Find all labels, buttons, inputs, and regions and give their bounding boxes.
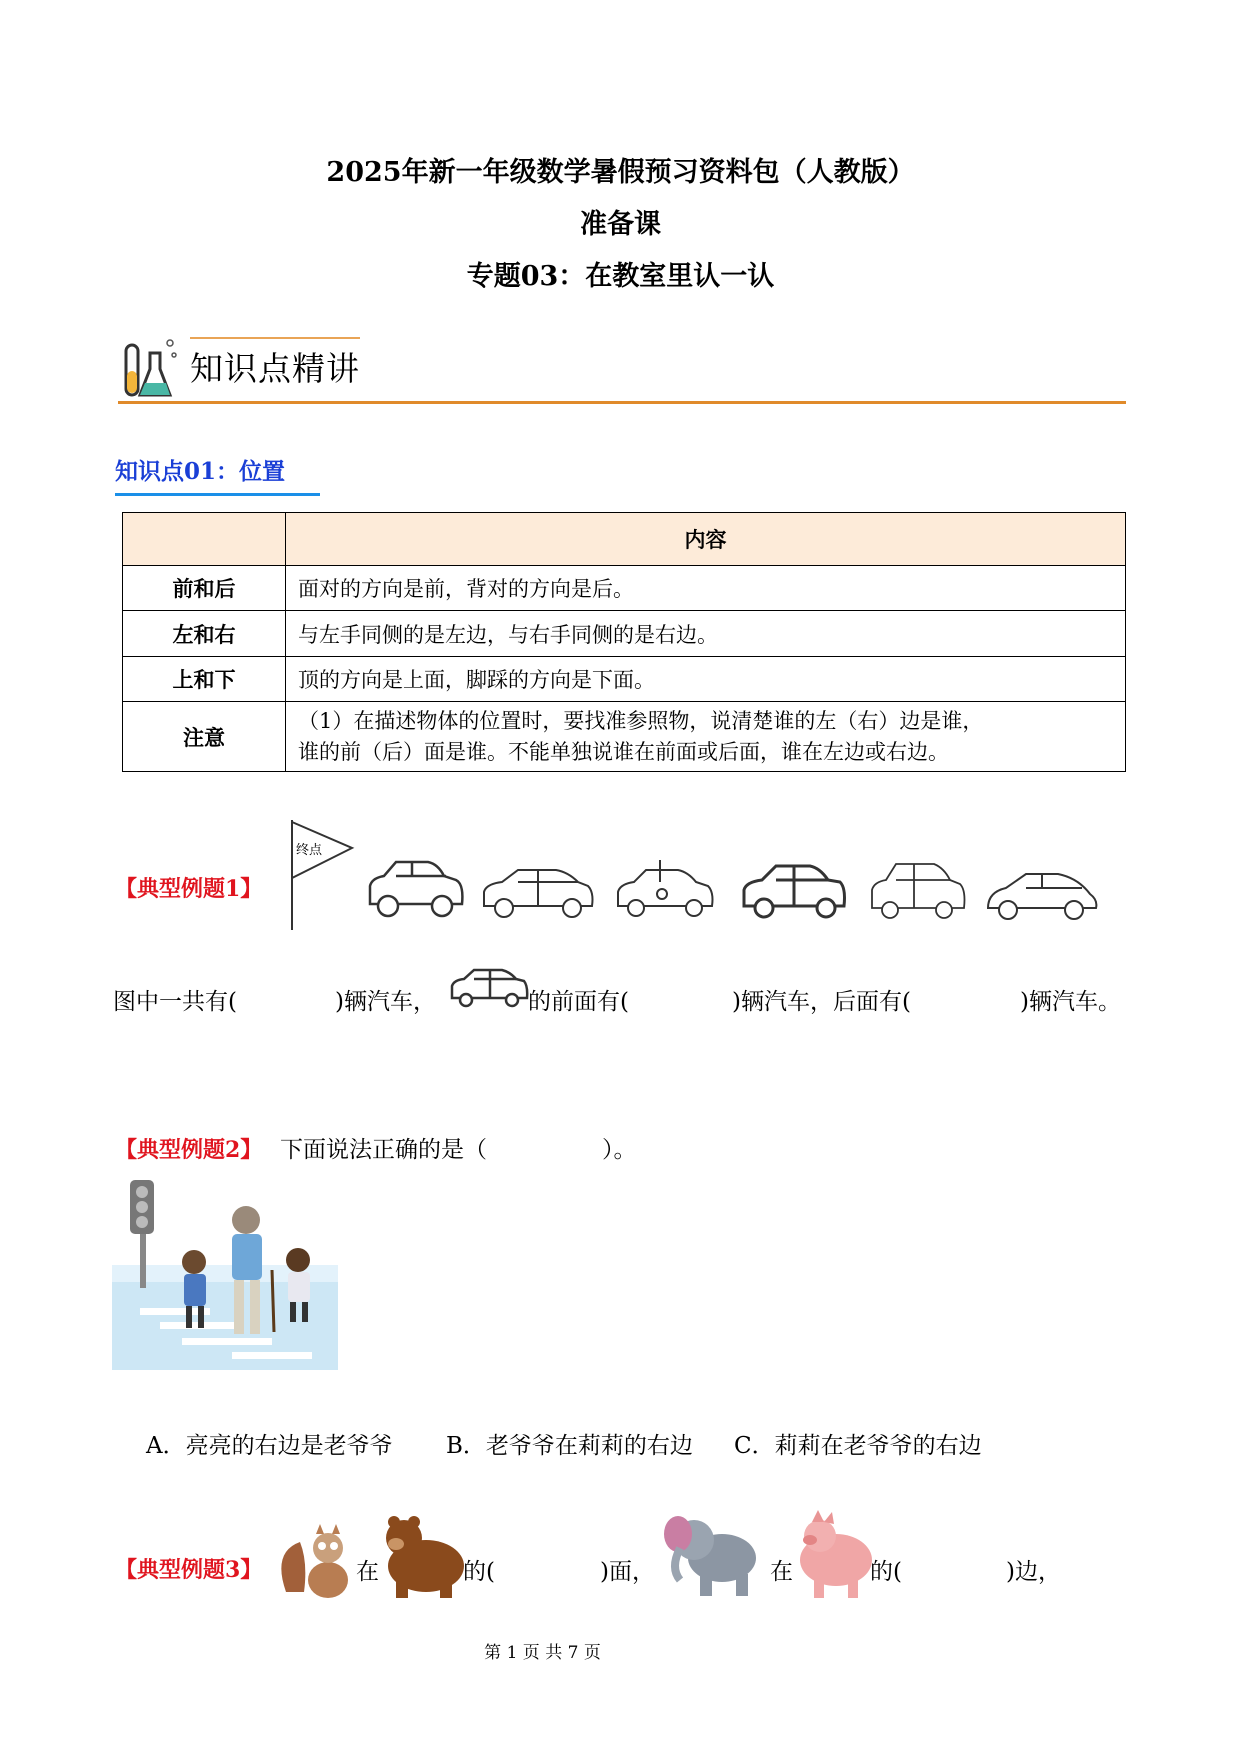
ex3-text-2: 的( <box>463 1559 495 1585</box>
ex1-q-part2: )辆汽车， <box>335 989 436 1015</box>
ex3-text-4: 在 <box>770 1559 793 1585</box>
car-icon <box>484 870 593 917</box>
police-car-icon <box>618 860 713 916</box>
table-header-cell: 内容 <box>286 513 1126 566</box>
cars-illustration <box>286 818 1106 933</box>
example2-label: 【典型例题2】 <box>115 1137 263 1163</box>
table-row <box>123 566 1126 611</box>
table-key-cell: 注意 <box>123 702 286 772</box>
table-key-cell: 上和下 <box>123 657 286 702</box>
bear-icon <box>376 1510 466 1602</box>
table-row <box>123 611 1126 657</box>
page-footer: 第 1 页 共 7 页 <box>484 1643 601 1663</box>
ex1-q-part5: )辆汽车。 <box>1020 989 1121 1015</box>
car-icon <box>370 862 462 916</box>
topic-title: 专题03：在教室里认一认 <box>466 261 775 292</box>
table-key-cell: 前和后 <box>123 566 286 611</box>
ex3-text-6: )边， <box>1006 1559 1061 1585</box>
elephant-icon <box>660 1508 765 1602</box>
table-row <box>123 702 1126 772</box>
knowledge-point-title: 知识点01：位置 <box>115 458 286 485</box>
option-a: A．亮亮的右边是老爷爷 <box>146 1433 393 1459</box>
car-icon <box>988 874 1096 919</box>
table-value-cell: 与左手同侧的是左边，与右手同侧的是右边。 <box>286 611 1126 657</box>
document-title: 2025年新一年级数学暑假预习资料包（人教版） <box>326 157 915 188</box>
car-icon <box>450 968 530 1012</box>
table-value-cell: 顶的方向是上面，脚踩的方向是下面。 <box>286 657 1126 702</box>
note-line-2: 谁的前（后）面是谁。不能单独说谁在前面或后面，谁在左边或右边。 <box>298 739 949 764</box>
table-header-cell <box>123 513 286 566</box>
section-banner <box>118 335 1126 413</box>
pig-icon <box>790 1506 880 1602</box>
example3-label: 【典型例题3】 <box>115 1557 263 1583</box>
flag-text: 终点 <box>296 843 323 858</box>
note-line-1: （1）在描述物体的位置时，要找准参照物，说清楚谁的左（右）边是谁， <box>298 708 984 733</box>
section-heading: 知识点精讲 <box>190 349 360 388</box>
car-icon <box>744 866 845 917</box>
section-top-rule <box>190 337 360 339</box>
document-subtitle: 准备课 <box>580 209 661 240</box>
squirrel-icon <box>278 1522 358 1604</box>
knowledge-point-underline <box>115 493 320 496</box>
section-rule <box>118 401 1126 404</box>
example1-label: 【典型例题1】 <box>115 876 263 902</box>
ex1-q-part3: 的前面有( <box>528 989 629 1015</box>
table-row <box>123 657 1126 702</box>
table-header-row <box>123 513 1126 566</box>
example2-question: 下面说法正确的是（ ）。 <box>280 1137 637 1163</box>
finish-flag-icon <box>292 820 352 930</box>
ex1-q-part1: 图中一共有( <box>113 989 237 1015</box>
ex3-text-3: )面， <box>600 1559 655 1585</box>
table-value-cell <box>286 702 1126 772</box>
lab-flask-icon <box>118 335 178 403</box>
knowledge-table <box>122 512 1126 772</box>
ex3-text-1: 在 <box>356 1559 379 1585</box>
crosswalk-illustration <box>112 1170 338 1370</box>
table-key-cell: 左和右 <box>123 611 286 657</box>
car-icon <box>872 864 965 918</box>
ex1-q-part4: )辆汽车，后面有( <box>732 989 911 1015</box>
option-b: B．老爷爷在莉莉的右边 <box>446 1433 693 1459</box>
option-c: C．莉莉在老爷爷的右边 <box>734 1433 982 1459</box>
table-value-cell: 面对的方向是前，背对的方向是后。 <box>286 566 1126 611</box>
ex3-text-5: 的( <box>870 1559 902 1585</box>
